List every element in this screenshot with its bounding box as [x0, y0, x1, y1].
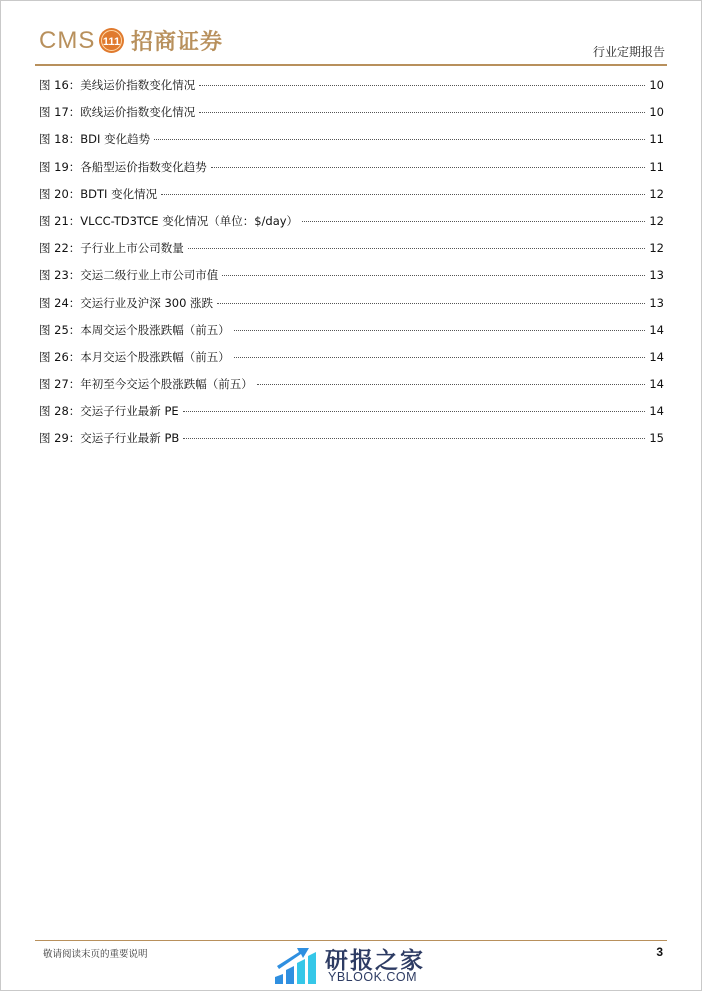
watermark-name: 研报之家 — [325, 948, 425, 974]
toc-entry-page[interactable]: 15 — [649, 431, 664, 446]
company-name: 招商证券 — [131, 29, 224, 55]
watermark — [273, 942, 443, 988]
toc-dot-leader — [302, 221, 645, 222]
toc-dot-leader — [154, 139, 645, 140]
toc-dot-leader — [257, 384, 646, 385]
toc-entry-page[interactable]: 11 — [649, 159, 664, 174]
toc-entry[interactable] — [39, 104, 664, 131]
toc-entry[interactable] — [39, 376, 664, 403]
toc-dot-leader — [222, 275, 645, 276]
toc-entry-label[interactable]: 图 21：VLCC-TD3TCE 变化情况（单位：$/day） — [39, 213, 299, 228]
toc-entry-label[interactable]: 图 20：BDTI 变化情况 — [39, 186, 158, 201]
toc-entry[interactable] — [39, 240, 664, 267]
toc-entry[interactable] — [39, 213, 664, 240]
page-number: 3 — [656, 945, 663, 959]
toc-dot-leader — [199, 85, 645, 86]
toc-entry-page[interactable]: 10 — [649, 105, 664, 120]
toc-entry[interactable] — [39, 131, 664, 158]
toc-entry[interactable] — [39, 186, 664, 213]
toc-entry-page[interactable]: 11 — [649, 132, 664, 147]
toc-entry[interactable] — [39, 295, 664, 322]
toc-entry-label[interactable]: 图 29：交运子行业最新 PB — [39, 431, 180, 446]
cms-badge-icon — [98, 27, 125, 54]
toc-entry-page[interactable]: 14 — [649, 404, 664, 419]
toc-entry[interactable] — [39, 349, 664, 376]
toc-entry-label[interactable]: 图 22：子行业上市公司数量 — [39, 241, 184, 256]
watermark-url: YBLOOK.COM — [328, 970, 418, 984]
toc-entry-label[interactable]: 图 23：交运二级行业上市公司市值 — [39, 268, 219, 283]
toc-entry-page[interactable]: 13 — [649, 268, 664, 283]
toc-dot-leader — [217, 303, 645, 304]
toc-entry[interactable] — [39, 77, 664, 104]
toc-dot-leader — [161, 194, 645, 195]
cms-logo-text: CMS — [39, 27, 96, 54]
toc-dot-leader — [234, 330, 646, 331]
toc-entry-page[interactable]: 12 — [649, 241, 664, 256]
toc-dot-leader — [234, 357, 646, 358]
toc-entry-label[interactable]: 图 27：年初至今交运个股涨跌幅（前五） — [39, 377, 253, 392]
toc-entry[interactable] — [39, 430, 664, 457]
report-type-label: 行业定期报告 — [592, 45, 665, 59]
toc-entry-page[interactable]: 14 — [649, 322, 664, 337]
toc-dot-leader — [183, 438, 645, 439]
toc-entry-label[interactable]: 图 17：欧线运价指数变化情况 — [39, 105, 196, 120]
toc-entry-page[interactable]: 13 — [649, 295, 664, 310]
toc-entry-label[interactable]: 图 19：各船型运价指数变化趋势 — [39, 159, 207, 174]
page-header — [1, 1, 701, 67]
toc-dot-leader — [199, 112, 645, 113]
footer-divider — [35, 940, 667, 941]
header-divider — [35, 64, 667, 66]
toc-entry[interactable] — [39, 403, 664, 430]
toc-entry-page[interactable]: 14 — [649, 349, 664, 364]
toc-dot-leader — [183, 411, 646, 412]
toc-entry-label[interactable]: 图 24：交运行业及沪深 300 涨跌 — [39, 295, 214, 310]
bar-chart-logo-icon — [273, 944, 319, 986]
toc-entry-page[interactable]: 12 — [649, 186, 664, 201]
toc-entry[interactable] — [39, 322, 664, 349]
toc-entry[interactable] — [39, 267, 664, 294]
toc-entry-label[interactable]: 图 25：本周交运个股涨跌幅（前五） — [39, 322, 230, 337]
toc-entry-page[interactable]: 10 — [649, 78, 664, 92]
toc-entry-label[interactable]: 图 28：交运子行业最新 PE — [39, 404, 179, 419]
toc-entry-page[interactable]: 14 — [649, 377, 664, 392]
toc-dot-leader — [188, 248, 646, 249]
toc-entry-label[interactable]: 图 26：本月交运个股涨跌幅（前五） — [39, 349, 230, 364]
toc-entry-label[interactable]: 图 18：BDI 变化趋势 — [39, 132, 151, 147]
cms-badge-text: 111 — [102, 36, 121, 48]
figure-index-list — [39, 77, 664, 458]
toc-dot-leader — [211, 167, 646, 168]
toc-entry[interactable] — [39, 159, 664, 186]
toc-entry-page[interactable]: 12 — [649, 213, 664, 228]
footer-disclaimer: 敬请阅读末页的重要说明 — [43, 949, 148, 960]
toc-entry-label[interactable]: 图 16：美线运价指数变化情况 — [39, 78, 196, 92]
